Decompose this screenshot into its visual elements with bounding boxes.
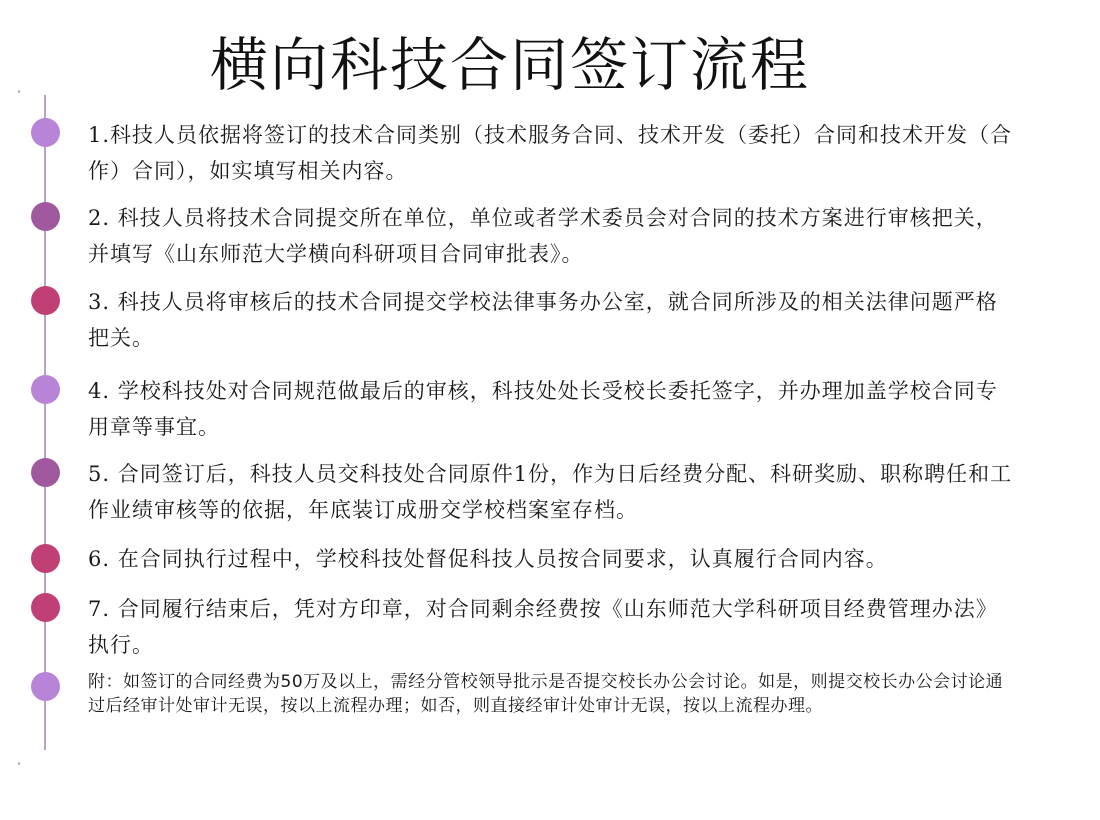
step-dot-4	[31, 375, 60, 404]
page-title: 横向科技合同签订流程	[209, 31, 810, 99]
note-text: 附：如签订的合同经费为50万及以上，需经分管校领导批示是否提交校长办公会讨论。如是，则提交校长办公会讨论通过后经审计处审计无误，按以上流程办理；如否，则直接经审计处审计无误，按以上流程办理。	[88, 672, 1004, 716]
step-dot-2	[31, 202, 60, 231]
step-dot-6	[31, 544, 60, 573]
step-4-text: 4. 学校科技处对合同规范做最后的审核，科技处处长受校长委托签字，并办理加盖学校合同专用章等事宜。	[88, 379, 998, 439]
note-dot	[31, 672, 60, 701]
edge-mark-bottom	[18, 762, 20, 765]
step-2-text: 2. 科技人员将技术合同提交所在单位，单位或者学术委员会对合同的技术方案进行审核把关，并填写《山东师范大学横向科研项目合同审批表》。	[88, 206, 998, 266]
step-dot-3	[31, 286, 60, 315]
step-3-text: 3. 科技人员将审核后的技术合同提交学校法律事务办公室，就合同所涉及的相关法律问题严格把关。	[88, 290, 998, 350]
edge-mark-top	[18, 90, 20, 93]
timeline-line	[44, 95, 46, 750]
step-7-text: 7. 合同履行结束后，凭对方印章，对合同剩余经费按《山东师范大学科研项目经费管理办法》执行。	[88, 597, 998, 657]
step-1-text: 1.科技人员依据将签订的技术合同类别（技术服务合同、技术开发（委托）合同和技术开发（合作）合同），如实填写相关内容。	[88, 123, 1013, 183]
step-6-text: 6. 在合同执行过程中，学校科技处督促科技人员按合同要求，认真履行合同内容。	[88, 547, 888, 571]
step-5-text: 5. 合同签订后，科技人员交科技处合同原件1份，作为日后经费分配、科研奖励、职称聘任和工作业绩审核等的依据，年底装订成册交学校档案室存档。	[88, 462, 1013, 522]
step-dot-7	[31, 593, 60, 622]
step-dot-5	[31, 458, 60, 487]
step-dot-1	[31, 118, 60, 147]
